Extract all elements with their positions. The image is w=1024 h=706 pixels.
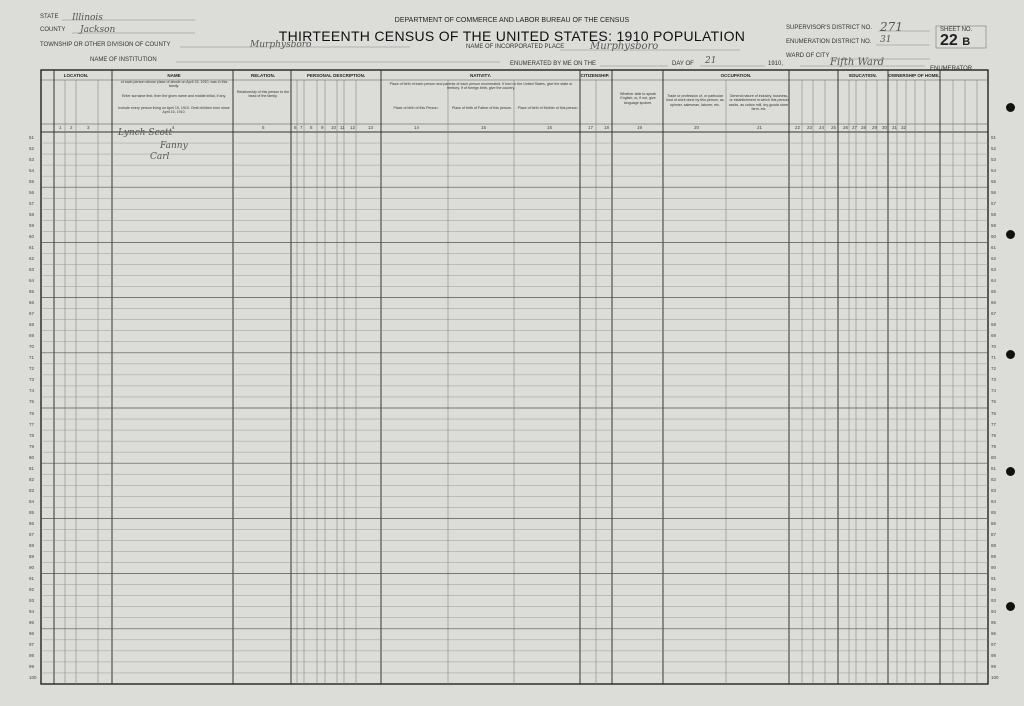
enumerator-label: ENUMERATOR. [930, 66, 974, 72]
row-number: 74 [991, 388, 997, 394]
punch-hole [1006, 602, 1015, 611]
row-number: 60 [29, 233, 35, 239]
sheet-label: SHEET NO. [940, 27, 973, 33]
handwritten-county: Jackson [80, 25, 116, 35]
column-number: 22 [795, 125, 801, 130]
row-number: 76 [991, 410, 997, 416]
row-number: 87 [991, 531, 997, 537]
row-number: 85 [29, 509, 35, 515]
column-number: 29 [872, 125, 878, 130]
row-number: 57 [29, 200, 35, 206]
day-label: DAY OF [672, 61, 694, 67]
enumerated-label: ENUMERATED BY ME ON THE [510, 61, 597, 67]
row-number: 68 [29, 322, 35, 328]
row-number: 81 [991, 465, 997, 471]
row-number: 69 [991, 333, 997, 339]
occupation-industry: General nature of industry, business, or establishment in which this person works, as cotton mill, dry-goods store, farm, etc. [728, 94, 790, 112]
relation-header: RELATION. [251, 73, 275, 78]
punch-hole [1006, 467, 1015, 476]
row-number: 54 [991, 167, 997, 173]
row-number: 96 [29, 631, 35, 637]
institution-label: NAME OF INSTITUTION [90, 57, 157, 63]
row-number: 52 [29, 145, 35, 151]
year-label: 1910, [768, 61, 784, 67]
occupation-trade: Trade or profession of, or particular kind of work done by this person, as spinner, salesman, laborer, etc. [666, 94, 724, 107]
row-number: 77 [29, 421, 35, 427]
page-title: THIRTEENTH CENSUS OF THE UNITED STATES: 1910 POPULATION [278, 28, 746, 44]
column-number: 20 [694, 125, 700, 130]
sheet-number: 22 B [940, 32, 971, 49]
handwritten-ward: Fifth Ward [830, 57, 885, 68]
handwritten-supervisor: 271 [880, 20, 903, 34]
state-label: STATE [40, 14, 59, 20]
row-number: 63 [991, 267, 997, 272]
row-number: 94 [991, 609, 997, 615]
column-number: 18 [604, 125, 610, 130]
row-number: 86 [29, 520, 35, 526]
row-number: 78 [991, 432, 997, 438]
column-number: 7 [300, 125, 303, 130]
column-number: 21 [757, 125, 763, 130]
row-number: 94 [29, 609, 35, 615]
column-number: 23 [807, 125, 813, 130]
row-number: 80 [29, 454, 35, 460]
row-number: 73 [991, 377, 997, 383]
column-number: 14 [414, 125, 420, 130]
row-number: 79 [29, 443, 35, 449]
row-number: 89 [991, 554, 997, 560]
column-number: 19 [637, 125, 643, 130]
row-number: 75 [29, 399, 35, 405]
row-number: 53 [29, 156, 35, 162]
row-number: 61 [29, 244, 35, 250]
column-number: 27 [852, 125, 858, 130]
row-number: 86 [991, 520, 997, 526]
row-number: 90 [29, 565, 35, 571]
row-number: 63 [29, 267, 35, 272]
county-label: COUNTY [40, 27, 66, 33]
punch-hole [1006, 350, 1015, 359]
row-number: 93 [29, 598, 35, 604]
column-number: 13 [368, 125, 374, 130]
column-number: 31 [892, 125, 898, 130]
entry-name-2: Fanny [160, 141, 188, 151]
nativity-person: Place of birth of this Person. [393, 106, 439, 110]
column-number: 10 [331, 125, 337, 130]
row-number: 70 [991, 344, 997, 350]
row-number: 71 [991, 355, 997, 361]
entry-name-3: Carl [150, 152, 170, 162]
row-number: 55 [991, 178, 997, 184]
nativity-father: Place of birth of Father of this person. [452, 106, 512, 110]
row-number: 76 [29, 410, 35, 416]
row-number: 52 [991, 145, 997, 151]
row-number: 62 [991, 255, 997, 261]
row-number: 60 [991, 233, 997, 239]
row-number: 100 [991, 675, 999, 681]
row-number: 87 [29, 531, 35, 537]
column-number: 30 [882, 125, 888, 130]
row-number: 59 [29, 222, 35, 228]
place-label: NAME OF INCORPORATED PLACE [466, 44, 565, 50]
column-number: 15 [481, 125, 487, 130]
column-number: 17 [588, 125, 594, 130]
enum-district-label: ENUMERATION DISTRICT NO. [786, 39, 872, 45]
row-number: 67 [29, 311, 35, 317]
row-number: 58 [991, 211, 997, 217]
column-number: 2 [70, 125, 73, 130]
row-number: 66 [991, 300, 997, 306]
name-header: NAME [167, 73, 181, 78]
punch-hole [1006, 103, 1015, 112]
column-number: 16 [547, 125, 553, 130]
handwritten-state: Illinois [72, 13, 103, 23]
row-number: 54 [29, 167, 35, 173]
column-number: 3 [87, 125, 90, 130]
row-number: 73 [29, 377, 35, 383]
row-number: 91 [991, 576, 997, 582]
row-number: 62 [29, 255, 35, 261]
name-instruction-include: Include every person living on April 15, 1910. Omit children born since April 15, 1910. [118, 106, 230, 115]
handwritten-enum-district: 31 [880, 35, 892, 45]
handwritten-township: Murphysboro [250, 40, 312, 50]
row-number: 88 [29, 543, 35, 548]
row-number: 65 [29, 289, 35, 295]
row-number: 75 [991, 399, 997, 405]
row-number: 61 [991, 244, 997, 250]
row-number: 67 [991, 311, 997, 317]
nativity-header: NATIVITY. [470, 73, 491, 78]
row-number: 90 [991, 565, 997, 571]
row-number: 56 [991, 189, 997, 195]
row-number: 64 [991, 278, 997, 284]
column-number: 6 [294, 125, 297, 130]
column-number: 12 [350, 125, 356, 130]
row-number: 91 [29, 576, 35, 582]
row-number: 66 [29, 300, 35, 306]
row-number: 93 [991, 598, 997, 604]
nativity-description: Place of birth of each person and parents of each person enumerated. If born in the United States, give the state or territory. If of foreign birth, give the country. [389, 82, 573, 91]
row-number: 51 [991, 134, 997, 140]
table-border [41, 70, 988, 684]
row-number: 97 [991, 642, 997, 648]
column-number: 5 [262, 125, 265, 130]
row-number: 95 [991, 620, 997, 626]
row-number: 80 [991, 454, 997, 460]
township-label: TOWNSHIP OR OTHER DIVISION OF COUNTY [40, 42, 171, 48]
occupation-header: OCCUPATION. [720, 73, 752, 78]
row-number: 89 [29, 554, 35, 560]
location-header: LOCATION. [63, 73, 89, 78]
nativity-mother: Place of birth of Mother of this person. [517, 106, 579, 110]
entry-name-1: Lynch Scott [118, 128, 173, 138]
row-number: 84 [29, 498, 35, 504]
row-number: 64 [29, 278, 35, 284]
row-number: 98 [991, 653, 997, 659]
row-number: 51 [29, 134, 35, 140]
row-number: 65 [991, 289, 997, 295]
row-number: 81 [29, 465, 35, 471]
handwritten-place: Murphysboro [590, 41, 659, 52]
row-number: 59 [991, 222, 997, 228]
row-number: 96 [991, 631, 997, 637]
education-header: EDUCATION. [849, 73, 877, 78]
row-number: 57 [991, 200, 997, 206]
relation-description: Relationship of this person to the head of the family. [236, 90, 290, 99]
row-number: 83 [29, 487, 35, 493]
row-number: 98 [29, 653, 35, 659]
column-number: 9 [321, 125, 324, 130]
ownership-header: OWNERSHIP OF HOME. [888, 73, 940, 78]
punch-hole [1006, 230, 1015, 239]
row-number: 55 [29, 178, 35, 184]
column-number: 1 [59, 125, 62, 130]
row-number: 69 [29, 333, 35, 339]
column-number: 8 [310, 125, 313, 130]
row-number: 77 [991, 421, 997, 427]
row-number: 92 [29, 587, 35, 593]
row-number: 74 [29, 388, 35, 394]
row-number: 100 [29, 675, 37, 681]
personal-description-header: PERSONAL DESCRIPTION. [306, 73, 366, 78]
name-description: of each person whose place of abode on April 15, 1910, was in this family. [120, 80, 228, 89]
citizenship-header: CITIZENSHIP. [580, 73, 610, 78]
row-number: 95 [29, 620, 35, 626]
row-number: 70 [29, 344, 35, 350]
row-number: 82 [991, 476, 997, 482]
row-number: 72 [29, 366, 35, 372]
row-number: 68 [991, 322, 997, 328]
row-number: 99 [991, 664, 997, 670]
row-number: 78 [29, 432, 35, 438]
row-number: 97 [29, 642, 35, 648]
department-heading: DEPARTMENT OF COMMERCE AND LABOR BUREAU OF THE CENSUS [394, 17, 630, 24]
supervisor-label: SUPERVISOR'S DISTRICT NO. [786, 25, 872, 31]
name-instruction-enter: Enter surname first, then the given name and middle initial, if any. [121, 94, 226, 98]
row-number: 88 [991, 543, 997, 548]
column-number: 24 [819, 125, 825, 130]
handwritten-day: 21 [705, 56, 717, 66]
row-number: 79 [991, 443, 997, 449]
row-number: 56 [29, 189, 35, 195]
row-number: 71 [29, 355, 35, 361]
column-number: 11 [340, 125, 345, 130]
row-number: 72 [991, 366, 997, 372]
row-number: 53 [991, 156, 997, 162]
row-number: 85 [991, 509, 997, 515]
column-number: 25 [831, 125, 837, 130]
ward-label: WARD OF CITY [786, 53, 830, 59]
column-number: 32 [901, 125, 907, 130]
row-number: 82 [29, 476, 35, 482]
column-number: 26 [843, 125, 849, 130]
row-number: 99 [29, 664, 35, 670]
column-number: 4 [172, 125, 175, 130]
row-number: 58 [29, 211, 35, 217]
row-number: 83 [991, 487, 997, 493]
english-description: Whether able to speak English; or, if not, give language spoken. [620, 92, 656, 105]
row-number: 92 [991, 587, 997, 593]
row-number: 84 [991, 498, 997, 504]
column-number: 28 [861, 125, 867, 130]
